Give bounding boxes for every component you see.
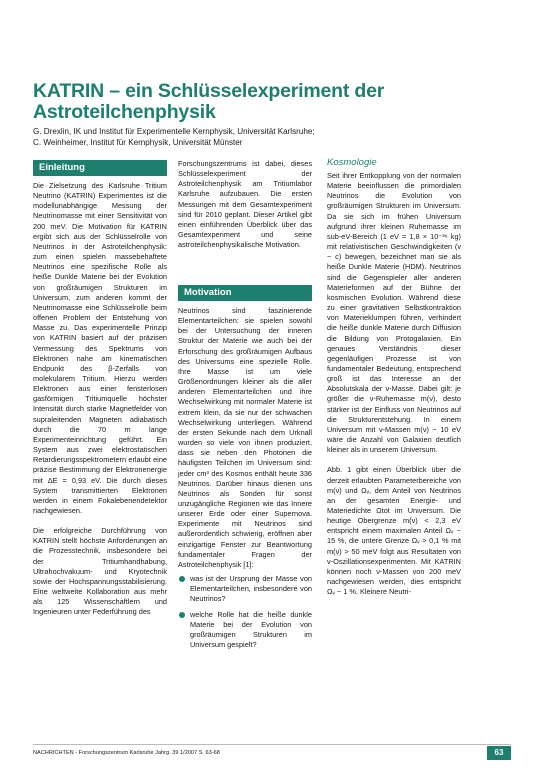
page-number: 63 (487, 746, 511, 760)
paragraph: Die Zielsetzung des Karlsruhe Tritium Neutrino (KATRIN) Experimentes ist die modellunabhängige Messung der Neutrinomasse mit einer Sensitivität von 200 meV. Die Motivation für KATRIN ergibt sich aus der Schlüsselrolle von Neutrinos in der Astroteilchenphysik: zum einen spielen massebehaftete Neutrinos eine spezifische Rolle als heiße Dunkle Materie bei der Evolution von großräumigen Strukturen im Universum, zum anderen kommt der Neutrinomasse eine Schlüsselrolle beim offenen Problem der Entstehung von Masse zu. Das experimentelle Prinzip von KATRIN basiert auf der präzisen Vermessung des Spektrums von Elektronen nahe am kinematischen Endpunkt des β-Zerfalls von molekularem Tritium. Hierzu werden Elektronen aus einer fensterlosen gasförmigen Tritiumquelle höchster Intensität durch starke Magnetfelder von supraleitenden Magneten adiabatisch durch die 70 m lange Experimenteinrichtung geführt. Ein System aus zwei elektrostatischen Retardierungsspektrometern erlaubt eine präzise Bestimmung der Elektronenergie mit ΔE = 0,93 eV. Die durch dieses System transmittierten Elektronen werden in einem Fokalebenendetektor nachgewiesen. (33, 181, 167, 515)
footer-rule (33, 744, 511, 745)
column-1 (33, 181, 167, 618)
journal-footer: NACHRICHTEN - Forschungszentrum Karlsruhe Jahrg. 39 1/2007 S. 63-68 (33, 750, 220, 756)
paragraph: Die erfolgreiche Durchführung von KATRIN stellt höchste Anforderungen an die Prozesstechnik, insbesondere bei der Tritiumhandhabung, Ultrahochvakuum- und Kryotechnik sowie der Hochspannungsstabilisierung. Eine weltweite Kollaboration aus mehr als 125 Wissenschaftlern und Ingenieuren unter Federführung des (33, 526, 167, 617)
paragraph: Seit ihrer Entkopplung von der normalen Materie beeinflussen die primordialen Neutrinos die Evolution von großräumigen Strukturen im Universum. Da sie sich im frühen Universum aufgrund ihrer kleinen Ruhemasse im sub-eV-Bereich (1 eV = 1,8 × 10⁻³⁶ kg) mit relativistischen Geschwindigkeiten (v ~ c) bewegen, bezeichnet man sie als heiße Dunkle Materie (HDM). Neutrinos sind die Gegenspieler aller anderen Materieformen auf der Bühne der kosmischen Evolution. Während diese zu einer gravitativen Selbstkontraktion von Materieklumpen führen, verhindert die heiße dunkle Materie durch Diffusion die Bildung von Protogalaxien. Ein genaues Verständnis dieser gegenläufigen Prozesse ist von fundamentaler Bedeutung, entsprechend groß ist das Interesse an der Absolutskala der ν-Masse. Dabei gilt: je größer die ν-Ruhemasse m(ν), desto stärker ist der Einfluss von Neutrinos auf die Strukturentstehung. In einem Universum mit ν-Massen m(ν) ~ 10 eV wäre die Anzahl von Galaxien deutlich kleiner als in unserem Universum. (327, 171, 461, 455)
paragraph: Neutrinos sind faszinierende Elementarteilchen: sie spielen sowohl bei der Untersuchung der inneren Struktur der Materie wie auch bei der Erforschung des großräumigen Aufbaus des Universums eine spezielle Rolle. Ihre Masse ist um viele Größenordnungen kleiner als die aller anderen Elementarteilchen und ihre Wechselwirkung mit normaler Materie ist extrem klein, da sie nur der schwachen Wechselwirkung unterliegen. Während der ersten Sekunde nach dem Urknall wurden so viele von ihnen produziert, dass sie neben den Photonen die häufigsten Teilchen im Universum sind: jeder cm³ des Kosmos enthält heute 336 Neutrinos. Darüber hinaus dienen uns Neutrinos als Sonden für sonst unzugängliche Regionen wie das Innere unserer Erde oder einer Supernova. Experimente mit Neutrinos sind außerordentlich schwierig, eröffnen aber einzigartige Fenster zur Beantwortung fundamentaler Fragen der Astroteilchenphysik [1]: (178, 306, 312, 569)
column-2-motivation (178, 306, 312, 655)
author-block (33, 126, 523, 148)
paragraph: Forschungszentrums ist dabei, dieses Schlüsselexperiment der Astroteilchenphysik am Tritiumlabor Karlsruhe aufzubauen. Die ersten Messungen mit dem Gesamtexperiment sind für 2010 geplant. Dieser Artikel gibt einen einführenden Überblick über das Gesamtexperiment und seine astroteilchenphysikalische Motivation. (178, 159, 312, 250)
section-heading-motivation: Motivation (178, 285, 312, 301)
article-title: KATRIN – ein Schlüsselexperiment der Astroteilchenphysik (33, 80, 385, 123)
list-item: welche Rolle hat die heiße dunkle Materie bei der Evolution von großräumigen Strukturen im Universum gespielt? (178, 610, 312, 651)
column-3 (327, 171, 461, 597)
paragraph: Abb. 1 gibt einen Überblick über die derzeit erlaubten Parameterbereiche von m(ν) und Ωᵥ, dem Anteil von Neutrinos an der gesamten Energie- und Materiedichte Ωtot im Universum. Die heutige Obergrenze m(ν) < 2,3 eV entspricht einem maximalen Anteil Ωᵥ ~ 15 %, die untere Grenze Ωᵥ > 0,1 % mit m(ν) > 50 meV folgt aus Resultaten von ν-Oszillationsexperimenten. Mit KATRIN können noch ν-Massen von 200 meV nachgewiesen werden, dies entspricht Ωᵥ ~ 1 %. Kleinere Neutri- (327, 465, 461, 597)
list-item: was ist der Ursprung der Masse von Elementarteilchen, insbesondere von Neutrinos? (178, 574, 312, 604)
column-2 (178, 159, 312, 250)
top-whitespace (0, 0, 544, 62)
author-line-2: C. Weinheimer, Institut für Kernphysik, Universität Münster (33, 138, 243, 147)
author-line-1: G. Drexlin, IK und Institut für Experimentelle Kernphysik, Universität Karlsruhe; (33, 127, 315, 136)
question-list (178, 574, 312, 650)
section-heading-einleitung: Einleitung (33, 160, 167, 176)
section-heading-kosmologie: Kosmologie (327, 157, 377, 168)
